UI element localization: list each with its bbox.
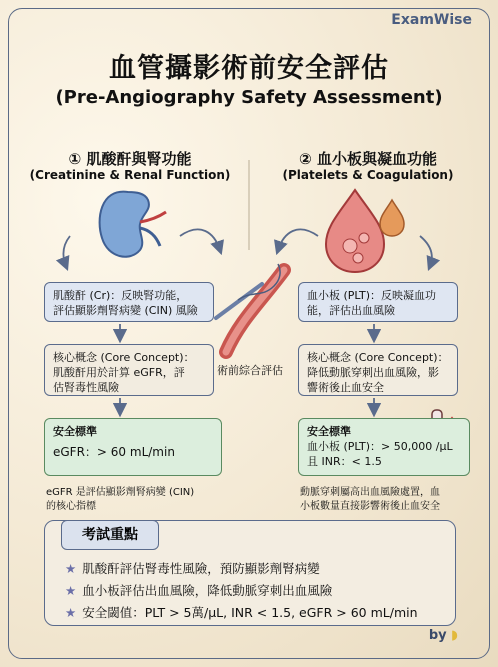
left-core-line: 核心概念 (Core Concept)： (53, 351, 195, 364)
exam-item (65, 559, 320, 577)
exam-heading: 考試重點 (61, 520, 159, 550)
right-note-line: 動脈穿刺屬高出血風險處置，血 (300, 487, 440, 498)
right-section-subtitle: (Platelets & Coagulation) (282, 168, 454, 182)
left-safety-box (44, 418, 222, 476)
blood-drop-icon (326, 190, 404, 272)
left-core-line: 估腎毒性風險 (53, 381, 119, 394)
kidney-icon (100, 192, 166, 257)
exam-item-text: 安全閾值：PLT > 5萬/μL, INR < 1.5, eGFR > 60 mL/min (82, 605, 418, 620)
right-core-line: 降低動脈穿刺出血風險，影 (307, 366, 439, 379)
right-note-line: 小板數量直接影響術後止血安全 (300, 501, 440, 512)
exam-item (65, 581, 332, 599)
byline (429, 628, 458, 643)
page-title: 血管攝影術前安全評估 (109, 53, 389, 84)
star-icon: ★ (65, 605, 77, 620)
right-core-concept-box (298, 344, 458, 396)
artery-catheter-icon (216, 264, 284, 352)
byline-text: by (428, 628, 447, 643)
exam-item-text: 血小板評估出血風險，降低動脈穿刺出血風險 (82, 583, 333, 598)
right-section-title: ② 血小板與凝血功能 (299, 150, 437, 168)
right-safety-value: 血小板 (PLT)：> 50,000 /μL (307, 440, 453, 453)
star-icon: ★ (65, 561, 77, 576)
left-note-line: eGFR 是評估顯影劑腎病變 (CIN) (46, 487, 195, 498)
exam-item-text: 肌酸酐評估腎毒性風險，預防顯影劑腎病變 (82, 561, 320, 576)
right-safety-value: 且 INR：< 1.5 (307, 455, 382, 468)
left-core-line: 肌酸酐用於計算 eGFR，評 (53, 366, 185, 379)
left-section-subtitle: (Creatinine & Renal Function) (29, 168, 231, 182)
right-definition-box (298, 282, 458, 322)
left-core-concept-box (44, 344, 214, 396)
right-definition-line: 能，評估出血風險 (307, 304, 395, 317)
right-core-line: 響術後止血安全 (307, 381, 384, 394)
right-core-line: 核心概念 (Core Concept)： (307, 351, 449, 364)
right-safety-box (298, 418, 470, 476)
right-note (300, 486, 440, 514)
right-definition-line: 血小板 (PLT)：反映凝血功 (307, 289, 437, 302)
page-subtitle: (Pre-Angiography Safety Assessment) (55, 87, 443, 108)
left-safety-value: eGFR：> 60 mL/min (53, 445, 175, 459)
left-note-line: 的核心指標 (46, 501, 96, 512)
left-definition-line: 評估顯影劑腎病變 (CIN) 風險 (53, 304, 198, 317)
center-label: 術前綜合評估 (217, 364, 283, 377)
left-safety-heading: 安全標準 (53, 425, 97, 438)
left-definition-box (44, 282, 214, 322)
exam-item (65, 603, 418, 621)
brand-logo: ExamWise (391, 12, 472, 28)
banana-icon: ◗ (451, 628, 458, 643)
right-safety-heading: 安全標準 (307, 425, 351, 438)
left-definition-line: 肌酸酐 (Cr)：反映腎功能， (53, 289, 188, 302)
left-note (46, 486, 194, 514)
left-section-title: ① 肌酸酐與腎功能 (68, 150, 192, 168)
exam-keypoints-box (44, 520, 456, 626)
star-icon: ★ (65, 583, 77, 598)
